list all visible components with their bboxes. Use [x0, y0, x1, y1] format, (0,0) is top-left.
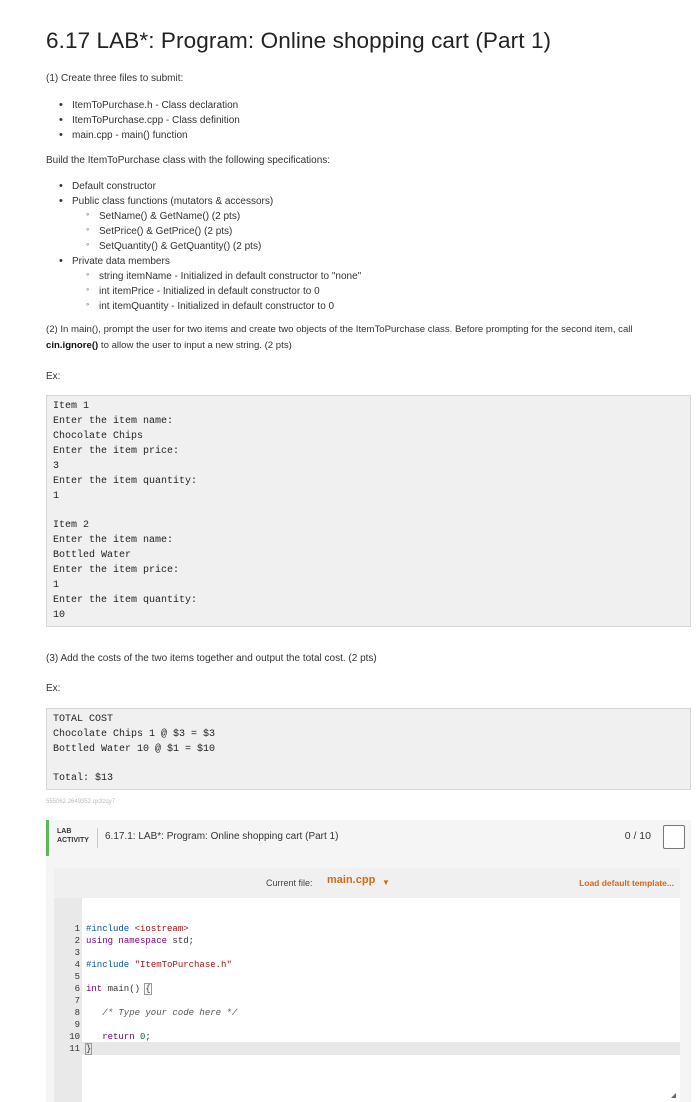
lab-activity-title: 6.17.1: LAB*: Program: Online shopping cart (Part 1): [105, 831, 339, 842]
example-label: Ex:: [46, 683, 61, 694]
code-line[interactable]: #include "ItemToPurchase.h": [86, 960, 232, 970]
circle-bullet-icon: ◦: [86, 239, 90, 249]
list-item: SetPrice() & GetPrice() (2 pts): [99, 226, 233, 237]
code-editor[interactable]: [54, 898, 680, 1102]
bullet-icon: •: [59, 129, 63, 141]
line-number: 5: [74, 972, 80, 982]
code-line[interactable]: using namespace std;: [86, 936, 195, 946]
list-item: Private data members: [72, 256, 170, 267]
circle-bullet-icon: ◦: [86, 269, 90, 279]
step1-intro: (1) Create three files to submit:: [46, 73, 184, 84]
list-item: int itemPrice - Initialized in default constructor to 0: [99, 286, 320, 297]
lab-activity-header: [46, 820, 691, 856]
bullet-icon: •: [59, 180, 63, 192]
list-item: Default constructor: [72, 181, 156, 192]
code-line[interactable]: #include <iostream>: [86, 924, 189, 934]
line-number: 11: [69, 1044, 80, 1054]
activity-id: 555062.2649352.qx3zqy7: [46, 799, 116, 805]
code-line[interactable]: /* Type your code here */: [102, 1008, 238, 1018]
code-line[interactable]: return 0;: [102, 1032, 151, 1042]
page-title: 6.17 LAB*: Program: Online shopping cart (Part 1): [46, 28, 552, 53]
editor-toolbar: [54, 868, 680, 899]
bullet-icon: •: [59, 99, 63, 111]
code-editor-panel: [46, 856, 691, 1102]
line-number: 1: [74, 924, 80, 934]
score: 0 / 10: [624, 830, 651, 842]
list-item: int itemQuantity - Initialized in default constructor to 0: [99, 301, 335, 312]
current-file-dropdown[interactable]: main.cpp: [327, 874, 376, 886]
list-item: SetQuantity() & GetQuantity() (2 pts): [99, 241, 262, 252]
code-line[interactable]: int main() {: [86, 984, 151, 994]
bullet-icon: •: [59, 255, 63, 267]
list-item: Public class functions (mutators & accessors): [72, 196, 274, 207]
list-item: string itemName - Initialized in default constructor to "none": [99, 271, 362, 282]
divider: [97, 828, 98, 848]
example-label: Ex:: [46, 371, 61, 382]
bullet-icon: •: [59, 195, 63, 207]
step3-instructions: (3) Add the costs of the two items together and output the total cost. (2 pts): [46, 653, 377, 664]
resize-handle-icon[interactable]: [671, 1093, 676, 1098]
line-number: 6: [74, 984, 80, 994]
build-instructions: Build the ItemToPurchase class with the following specifications:: [46, 155, 331, 166]
step2-instructions: (2) In main(), prompt the user for two items and create two objects of the ItemToPurchase class. Before prompting for the second item, call cin.ignore() to allow the user to input a new string. (2 pts): [46, 324, 633, 351]
chevron-down-icon[interactable]: ▼: [382, 878, 390, 887]
line-number-gutter: [54, 898, 82, 1102]
list-item: SetName() & GetName() (2 pts): [99, 211, 241, 222]
completion-checkbox: [663, 825, 685, 849]
circle-bullet-icon: ◦: [86, 209, 90, 219]
sample-input-box: Item 1 Enter the item name: Chocolate Chips Enter the item price: 3 Enter the item quantity: 1 Item 2 Enter the item name: Bottled Water Enter the item price: 1 Enter the item quantity: 10: [46, 395, 691, 627]
line-number: 10: [69, 1032, 80, 1042]
line-number: 7: [74, 996, 80, 1006]
circle-bullet-icon: ◦: [86, 299, 90, 309]
current-file-label: Current file:: [266, 878, 313, 888]
load-default-template-button[interactable]: Load default template...: [579, 878, 674, 888]
line-number: 3: [74, 948, 80, 958]
lab-activity-tag: LAB ACTIVITY: [57, 828, 89, 844]
line-number: 4: [74, 960, 80, 970]
circle-bullet-icon: ◦: [86, 224, 90, 234]
line-number: 2: [74, 936, 80, 946]
circle-bullet-icon: ◦: [86, 284, 90, 294]
list-item: ItemToPurchase.h - Class declaration: [72, 100, 239, 111]
code-line[interactable]: }: [86, 1044, 92, 1054]
line-number: 8: [74, 1008, 80, 1018]
active-line-highlight: [82, 1042, 680, 1055]
list-item: ItemToPurchase.cpp - Class definition: [72, 115, 240, 126]
sample-output-box: TOTAL COST Chocolate Chips 1 @ $3 = $3 Bottled Water 10 @ $1 = $10 Total: $13: [46, 708, 691, 790]
bullet-icon: •: [59, 114, 63, 126]
list-item: main.cpp - main() function: [72, 130, 188, 141]
line-number: 9: [74, 1020, 80, 1030]
